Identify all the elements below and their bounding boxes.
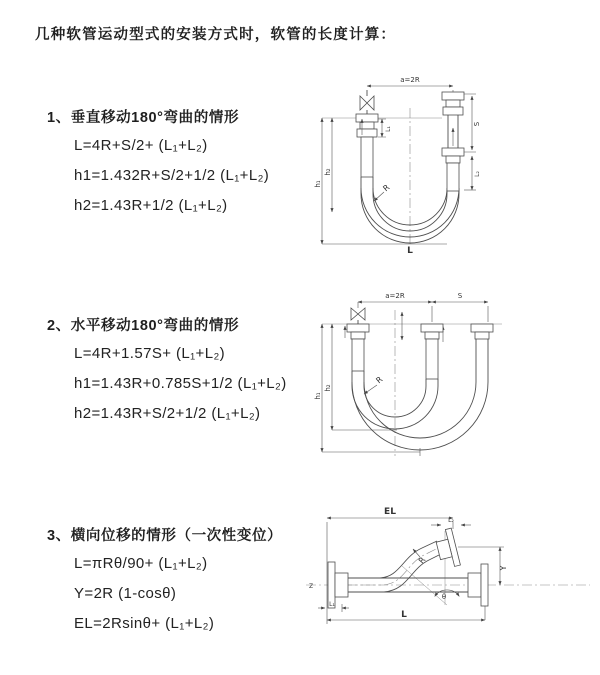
dim-label-h1: h₁ [314,392,322,400]
section-1-formula-h1: h1=1.432R+S/2+1/2 (L₁+L₂) [74,167,270,184]
braided-section [447,163,459,191]
dim-label-h2: h₂ [324,168,332,176]
valve-icon [360,90,374,114]
length-label: L [401,610,407,620]
radius-label: R [374,374,385,386]
section-3-heading: 3、横向位移的情形（一次性变位） [47,528,283,544]
diagram-vertical-180-bend [312,72,582,257]
pipe-end-position-1 [421,324,443,379]
flange-right-original [468,564,488,606]
page-title: 几种软管运动型式的安装方式时，软管的长度计算： [35,27,397,43]
pipe-end-fixed [356,114,378,177]
braided-section [352,339,364,371]
braided-section [361,137,373,177]
dim-label-s: S [473,121,481,127]
section-2-formula-h1: h1=1.43R+0.785S+1/2 (L₁+L₂) [74,375,287,392]
section-3-formula-L: L=πRθ/90+ (L₁+L₂) [74,555,208,572]
section-1-heading: 1、垂直移动180°弯曲的情形 [47,110,240,126]
length-label: L [407,246,413,256]
radius-label: R [381,182,392,194]
dim-label-l2: L₂ [448,517,454,524]
dim-label-s: S [457,292,463,300]
dim-label-el: EL [384,507,396,517]
hose-u-bend-positions [352,344,488,450]
diagram-lateral-displacement [298,502,598,647]
section-2-heading: 2、水平移动180°弯曲的情形 [47,318,240,334]
section-2-formula-L: L=4R+1.57S+ (L₁+L₂) [74,345,226,362]
pipe-end-fixed [347,324,369,371]
angle-label-theta: θ [441,593,447,601]
z-mark: Z [308,583,314,590]
section-2-formula-h2: h2=1.43R+S/2+1/2 (L₁+L₂) [74,405,261,422]
pipe-end-position-2 [471,324,493,344]
radius-label: R [416,555,428,566]
section-3-formula-Y: Y=2R (1-cosθ) [74,585,177,602]
flange-right-displaced [434,528,461,569]
dim-label-l1: L₁ [329,601,335,608]
dim-label-a2r: a=2R [400,76,420,84]
valve-icon [351,308,365,324]
dim-label-y: Y [499,565,508,571]
dim-label-l2: L₂ [474,171,481,177]
dimension-lines [318,518,504,624]
diagram-horizontal-180-bend [312,284,597,469]
dim-label-h2: h₂ [324,384,332,392]
section-1-formula-L: L=4R+S/2+ (L₁+L₂) [74,137,208,154]
section-1-formula-h2: h2=1.43R+1/2 (L₁+L₂) [74,197,228,214]
braided-section [426,339,438,379]
dim-label-l1: L₁ [385,126,392,132]
dim-label-h1: h₁ [314,180,322,188]
dim-label-a2r: a=2R [385,292,405,300]
section-3-formula-EL: EL=2Rsinθ+ (L₁+L₂) [74,615,215,632]
hose-displaced-position [348,541,439,592]
